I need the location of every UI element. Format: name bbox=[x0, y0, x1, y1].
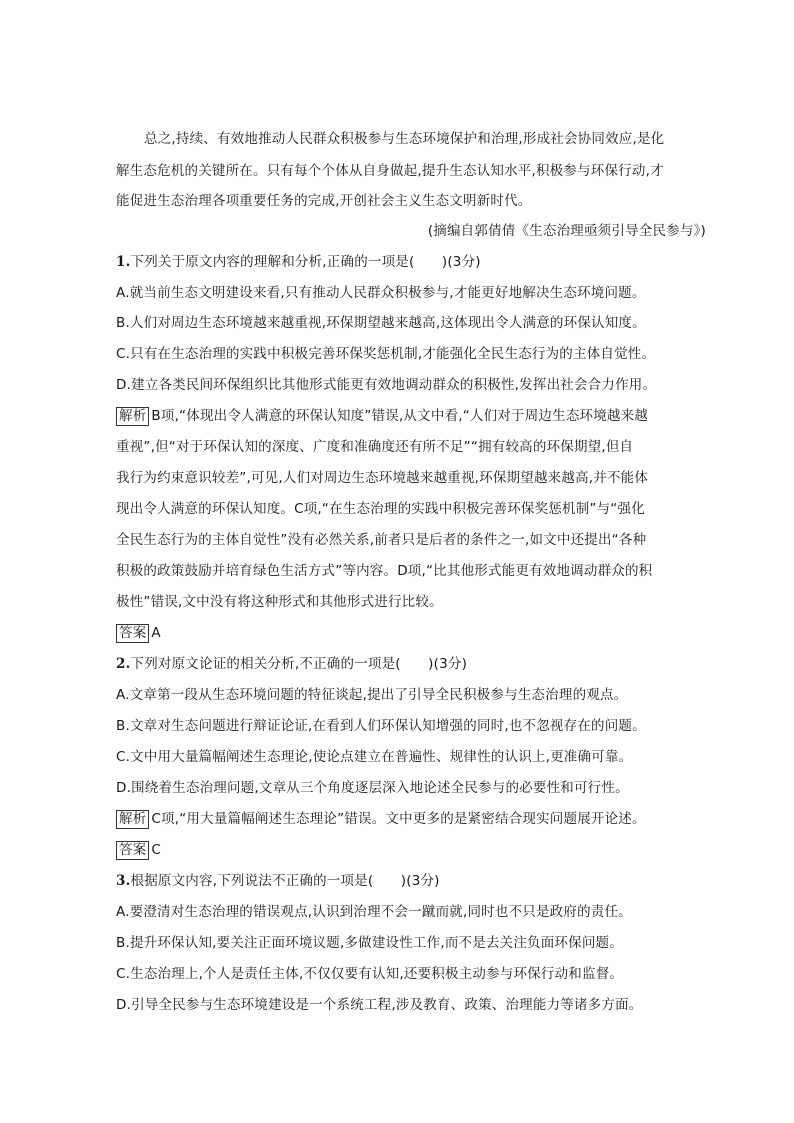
answer-value: C bbox=[151, 842, 162, 858]
question-text: 根据原文内容,下列说法不正确的一项是( )(3分) bbox=[130, 873, 440, 889]
analysis-tag: 解析 bbox=[116, 407, 149, 426]
question-text: 下列关于原文内容的理解和分析,正确的一项是( )(3分) bbox=[130, 254, 481, 270]
question-text: 下列对原文论证的相关分析,不正确的一项是( )(3分) bbox=[130, 656, 468, 672]
passage-line: 能促进生态治理各项重要任务的完成,开创社会主义生态文明新时代。 bbox=[116, 193, 532, 209]
option-c: C.生态治理上,个人是责任主体,不仅仅要有认知,还要积极主动参与环保行动和监督。 bbox=[116, 966, 624, 982]
analysis-text: C项,“用大量篇幅阐述生态理论”错误。文中更多的是紧密结合现实问题展开论述。 bbox=[151, 811, 646, 827]
option-b: B.提升环保认知,要关注正面环境议题,多做建设性工作,而不是去关注负面环保问题。 bbox=[116, 935, 623, 951]
analysis-line bbox=[116, 406, 696, 426]
analysis-tag: 解析 bbox=[116, 810, 149, 829]
question-1-stem bbox=[116, 252, 696, 272]
analysis-line: 极性”错误,文中没有将这种形式和其他形式进行比较。 bbox=[116, 594, 443, 610]
option-d: D.围绕着生态治理问题,文章从三个角度逐层深入地论述全民参与的必要性和可行性。 bbox=[116, 780, 629, 796]
option-d: D.建立各类民间环保组织比其他形式能更有效地调动群众的积极性,发挥出社会合力作用。 bbox=[116, 377, 657, 393]
source-citation: (摘编自郭倩倩《生态治理亟须引导全民参与》) bbox=[427, 223, 706, 239]
analysis-text: B项,“体现出令人满意的环保认知度”错误,从文中看,“人们对于周边生态环境越来越 bbox=[151, 408, 649, 424]
option-b: B.文章对生态问题进行辩证论证,在看到人们环保认知增强的同时,也不忽视存在的问题。 bbox=[116, 718, 646, 734]
passage-line: 总之,持续、有效地推动人民群众积极参与生态环境保护和治理,形成社会协同效应,是化 bbox=[144, 131, 665, 147]
option-c: C.文中用大量篇幅阐述生态理论,使论点建立在普遍性、规律性的认识上,更准确可靠。 bbox=[116, 749, 633, 765]
analysis-line: 现出令人满意的环保认知度。C项,“在生态治理的实践中积极完善环保奖惩机制”与“强化 bbox=[116, 501, 645, 517]
option-d: D.引导全民参与生态环境建设是一个系统工程,涉及教育、政策、治理能力等诸多方面。 bbox=[116, 997, 643, 1013]
question-2-stem bbox=[116, 654, 696, 674]
question-number: 3. bbox=[116, 873, 131, 889]
analysis-line: 积极的政策鼓励并培育绿色生活方式”等内容。D项,“比其他形式能更有效地调动群众的积 bbox=[116, 563, 653, 579]
option-a: A.要澄清对生态治理的错误观点,认识到治理不会一蹴而就,同时也不只是政府的责任。 bbox=[116, 904, 632, 920]
analysis-line bbox=[116, 809, 696, 829]
passage-line: 解生态危机的关键所在。只有每个个体从自身做起,提升生态认知水平,积极参与环保行动,才 bbox=[116, 163, 664, 179]
analysis-line: 重视”,但“对于环保认知的深度、广度和准确度还有所不足”“拥有较高的环保期望,但自 bbox=[116, 439, 634, 455]
question-number: 1. bbox=[116, 254, 131, 270]
analysis-line: 全民生态行为的主体自觉性”没有必然关系,前者只是后者的条件之一,如文中还提出“各种 bbox=[116, 532, 647, 548]
answer-line bbox=[116, 623, 696, 643]
option-c: C.只有在生态治理的实践中积极完善环保奖惩机制,才能强化全民生态行为的主体自觉性。 bbox=[116, 346, 656, 362]
option-b: B.人们对周边生态环境越来越重视,环保期望越来越高,这体现出令人满意的环保认知度。 bbox=[116, 315, 646, 331]
answer-value: A bbox=[151, 625, 161, 641]
option-a: A.文章第一段从生态环境问题的特征谈起,提出了引导全民积极参与生态治理的观点。 bbox=[116, 687, 628, 703]
answer-tag: 答案 bbox=[116, 624, 149, 643]
question-number: 2. bbox=[116, 656, 131, 672]
option-a: A.就当前生态文明建设来看,只有推动人民群众积极参与,才能更好地解决生态环境问题。 bbox=[116, 285, 646, 301]
analysis-line: 我行为约束意识较差”,可见,人们对周边生态环境越来越重视,环保期望越来越高,并不能体 bbox=[116, 470, 649, 486]
question-3-stem bbox=[116, 871, 696, 891]
answer-line bbox=[116, 840, 696, 860]
answer-tag: 答案 bbox=[116, 841, 149, 860]
